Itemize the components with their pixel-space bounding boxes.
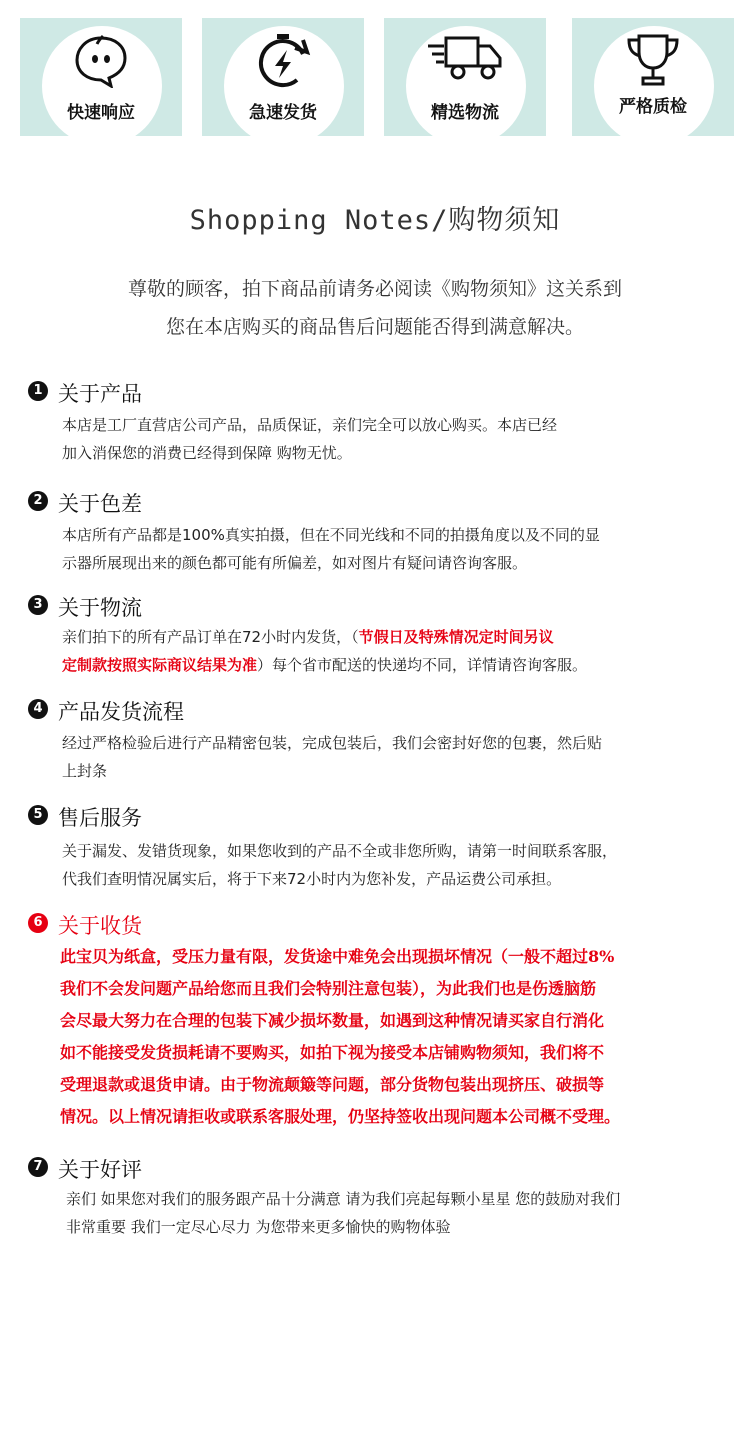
trophy-icon bbox=[572, 32, 734, 92]
section-text: 经过严格检验后进行产品精密包装，完成包装后，我们会密封好您的包裹，然后贴 bbox=[62, 734, 603, 752]
section-title: 关于好评 bbox=[58, 1158, 142, 1182]
number-badge: 5 bbox=[28, 805, 48, 825]
section-text: 示器所展现出来的颜色都可能有所偏差，如对图片有疑问请咨询客服。 bbox=[62, 554, 528, 572]
section-text: 情况。以上情况请拒收或联系客服处理，仍坚持签收出现问题本公司概不受理。 bbox=[60, 1107, 621, 1126]
highlight-text: 节假日及特殊情况定时间另议 bbox=[358, 628, 554, 646]
feature-quality-check bbox=[572, 18, 734, 136]
section-text: 如不能接受发货损耗请不要购买，如拍下视为接受本店铺购物须知，我们将不 bbox=[60, 1043, 605, 1062]
section-text: 我们不会发问题产品给您而且我们会特别注意包装），为此我们也是伤透脑筋 bbox=[60, 979, 597, 998]
section-title: 售后服务 bbox=[58, 806, 142, 830]
number-badge: 6 bbox=[28, 913, 48, 933]
page-title: Shopping Notes/购物须知 bbox=[189, 205, 561, 236]
section-text: 上封条 bbox=[62, 762, 108, 780]
section-text: 定制款按照实际商议结果为准）每个省市配送的快递均不同，详情请咨询客服。 bbox=[62, 656, 588, 674]
number-badge: 1 bbox=[28, 381, 48, 401]
feature-fast-response bbox=[20, 18, 182, 136]
section-title: 关于物流 bbox=[58, 596, 142, 620]
intro-line-1: 尊敬的顾客，拍下商品前请务必阅读《购物须知》这关系到 bbox=[127, 278, 622, 300]
highlight-text: 定制款按照实际商议结果为准 bbox=[62, 656, 258, 674]
section-title: 关于色差 bbox=[58, 492, 142, 516]
section-text: 亲们拍下的所有产品订单在72小时内发货，（节假日及特殊情况定时间另议 bbox=[62, 628, 554, 646]
section-text: 受理退款或退货申请。由于物流颠簸等问题，部分货物包装出现挤压、破损等 bbox=[60, 1075, 605, 1094]
section-text: 非常重要 我们一定尽心尽力 为您带来更多愉快的购物体验 bbox=[66, 1218, 451, 1236]
number-badge: 2 bbox=[28, 491, 48, 511]
section-text: 亲们 如果您对我们的服务跟产品十分满意 请为我们亮起每颗小星星 您的鼓励对我们 bbox=[66, 1190, 621, 1208]
section-title: 关于产品 bbox=[58, 382, 142, 406]
number-badge: 7 bbox=[28, 1157, 48, 1177]
number-badge: 3 bbox=[28, 595, 48, 615]
section-text: 代我们查明情况属实后，将于下来72小时内为您补发，产品运费公司承担。 bbox=[62, 870, 562, 888]
feature-label: 快速响应 bbox=[67, 103, 135, 123]
lightning-clock-icon bbox=[202, 32, 364, 92]
number-badge: 4 bbox=[28, 699, 48, 719]
feature-label: 严格质检 bbox=[619, 97, 687, 117]
intro-line-2: 您在本店购买的商品售后问题能否得到满意解决。 bbox=[165, 316, 584, 338]
section-title: 产品发货流程 bbox=[58, 700, 184, 724]
feature-banner bbox=[0, 0, 750, 140]
section-text: 本店是工厂直营店公司产品，品质保证，亲们完全可以放心购买。本店已经 bbox=[62, 416, 558, 434]
feature-label: 急速发货 bbox=[249, 103, 317, 123]
section-text: 本店所有产品都是100%真实拍摄，但在不同光线和不同的拍摄角度以及不同的显 bbox=[62, 526, 600, 544]
chat-face-icon bbox=[20, 32, 182, 92]
feature-selected-logistics bbox=[384, 18, 546, 136]
section-text: 会尽最大努力在合理的包装下减少损坏数量，如遇到这种情况请买家自行消化 bbox=[60, 1011, 605, 1030]
section-text: 加入消保您的消费已经得到保障 购物无忧。 bbox=[62, 444, 352, 462]
delivery-truck-icon bbox=[384, 32, 546, 92]
feature-fast-shipping bbox=[202, 18, 364, 136]
feature-label: 精选物流 bbox=[431, 103, 499, 123]
section-title: 关于收货 bbox=[58, 914, 142, 938]
section-text: 关于漏发、发错货现象，如果您收到的产品不全或非您所购，请第一时间联系客服， bbox=[62, 842, 618, 860]
section-text: 此宝贝为纸盒，受压力量有限，发货途中难免会出现损坏情况（一般不超过8% bbox=[60, 947, 615, 966]
